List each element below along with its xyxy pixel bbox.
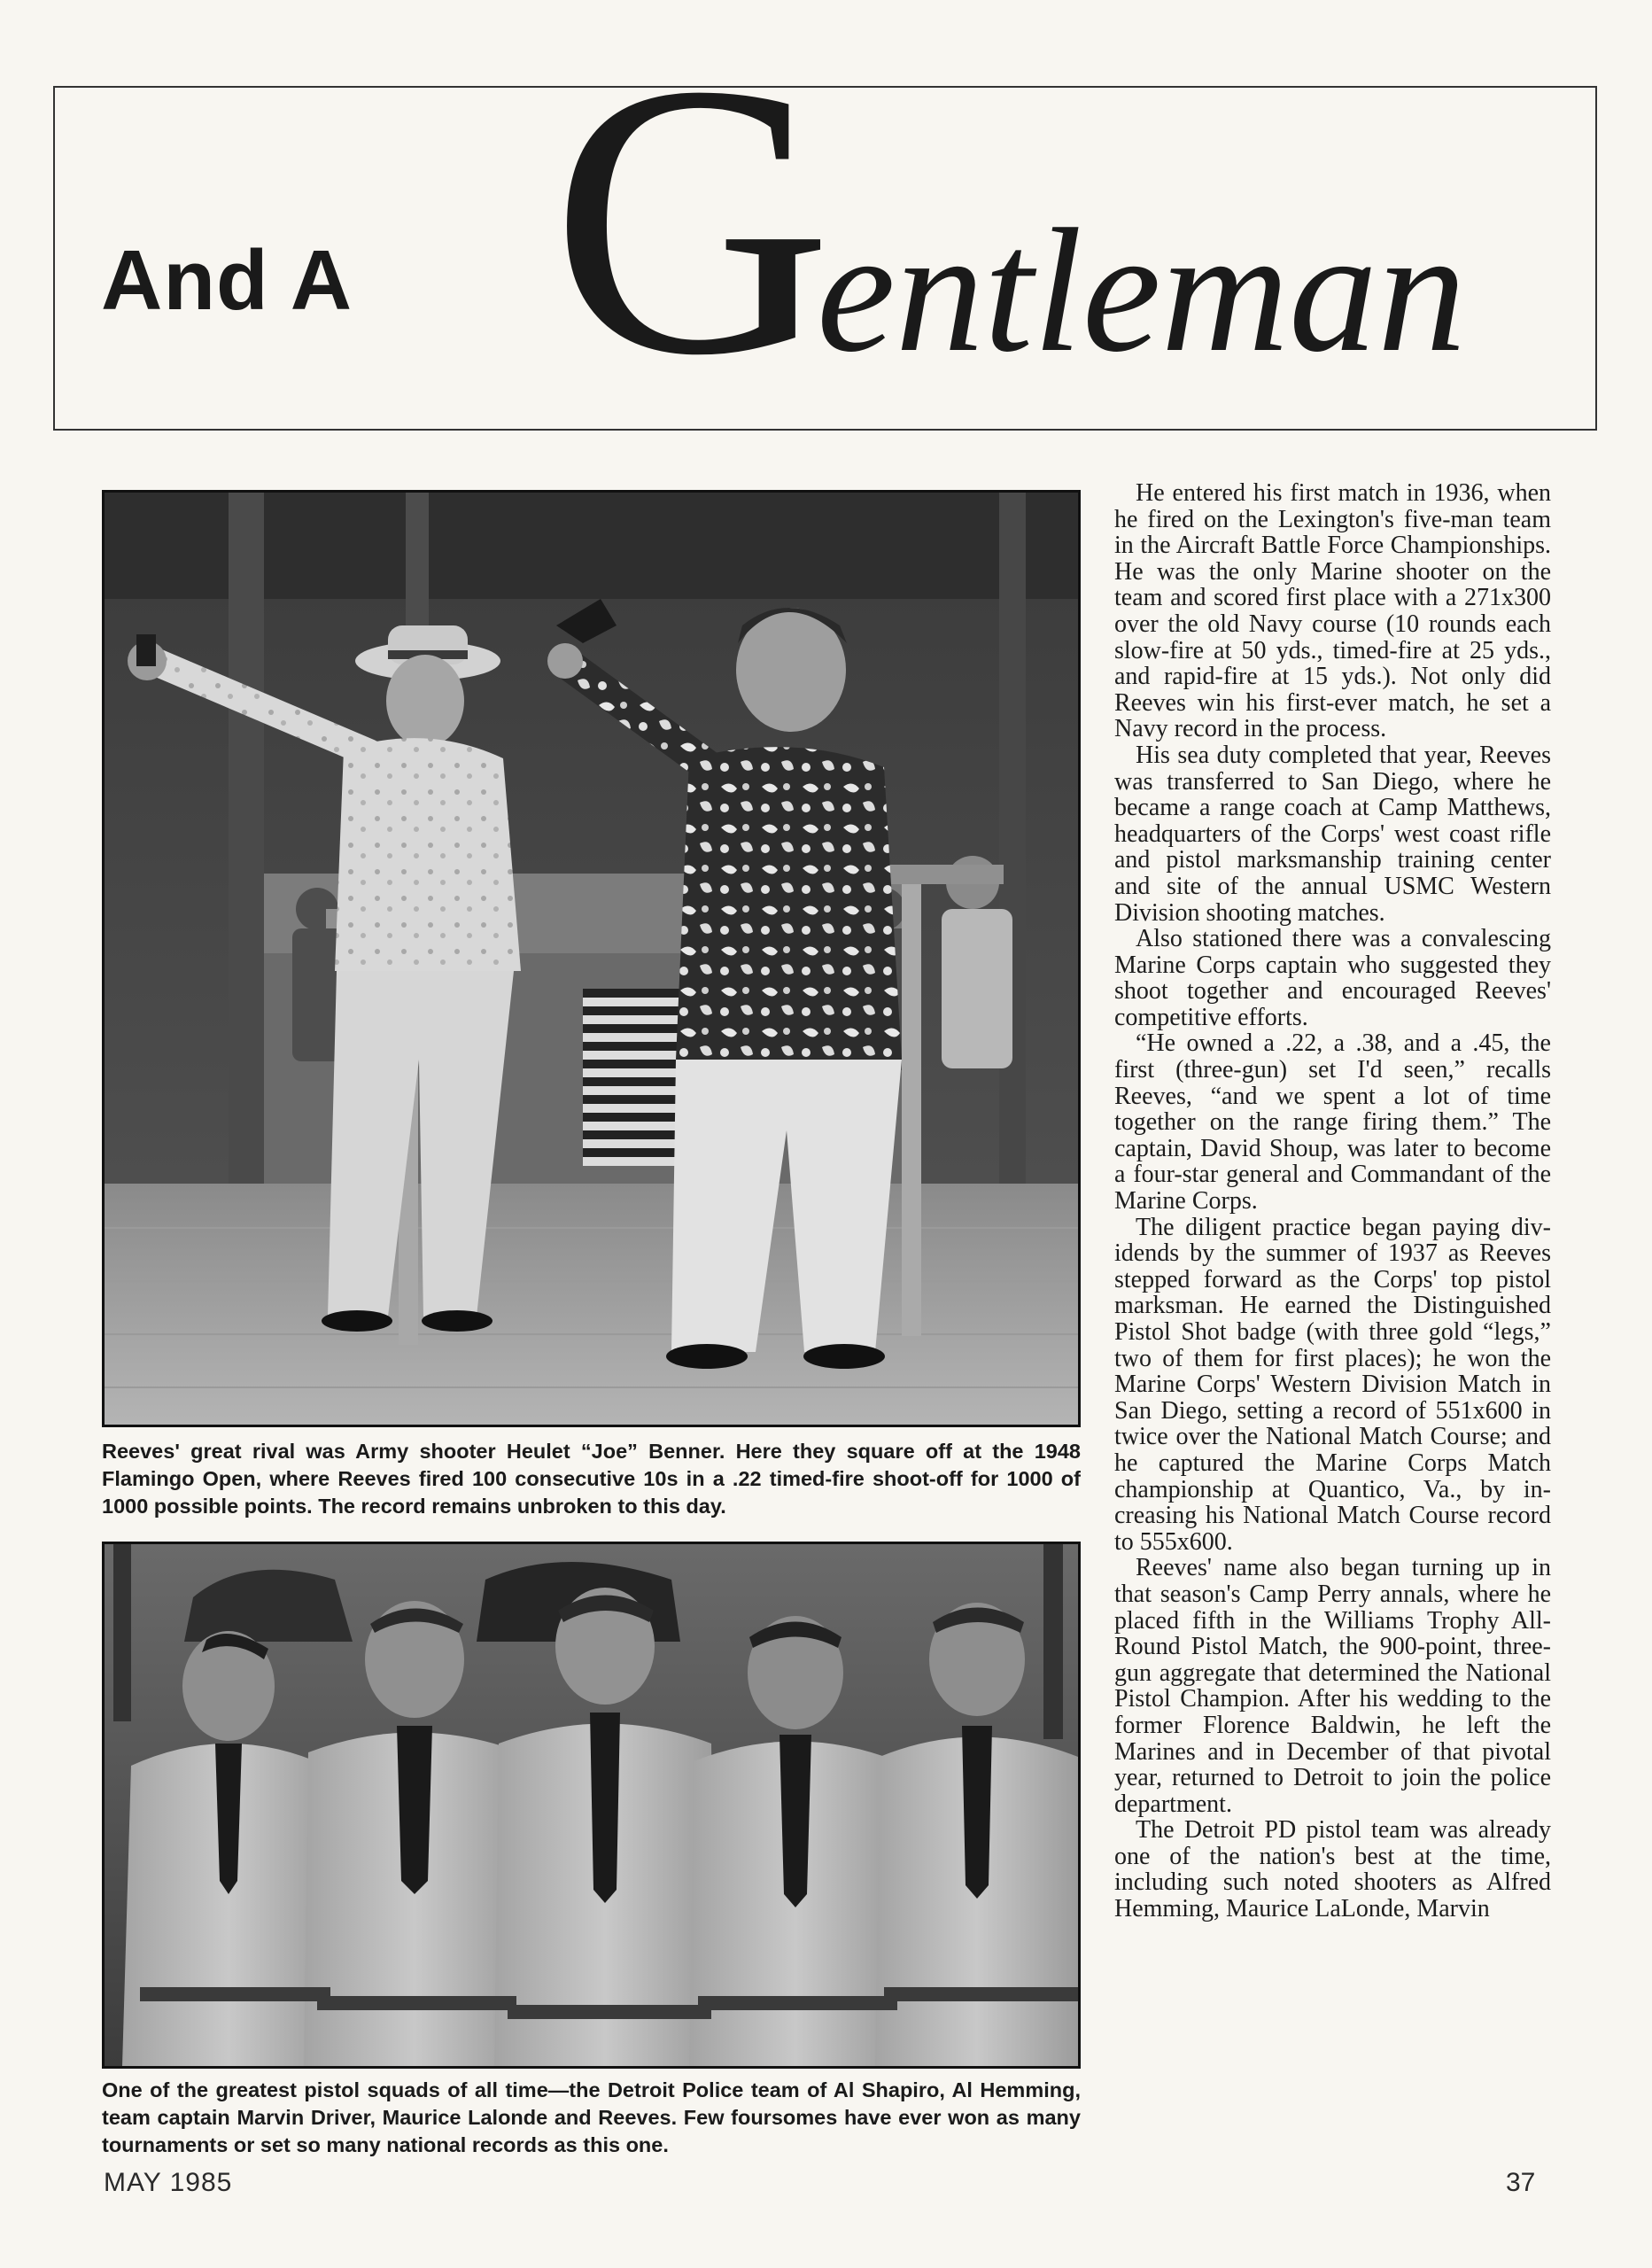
article-paragraph: His sea duty completed that year, Reeves was transferred to San Diego, where he became a range coach at Camp Matthews, headquarters of the Corps' west coast rifle and pistol marksmanship training center and site of the annual USMC Western Division shooting matches. <box>1114 741 1551 927</box>
article-paragraph: Also stationed there was a convalescing Marine Corps captain who suggested they shoot together and encouraged Reeves' competitive efforts. <box>1114 925 1551 1031</box>
article-paragraph: He entered his first match in 1936, when he fired on the Lexington's five-man team in the Aircraft Battle Force Championships. He was the only Marine shooter on the team and scored first place with a 271x300 over the old Navy course (10 rounds each slow-fire at 50 yds., timed-fire at 25 yds., and rapid-fire at 15 yds.). Not only did Reeves win his first-ever match, he set a Navy record in the process. <box>1114 479 1551 743</box>
title-prefix: And A <box>101 233 353 328</box>
photo-shooters-flamingo-open <box>102 490 1081 1427</box>
article-paragraph: “He owned a .22, a .38, and a .45, the first (three-gun) set I'd seen,” recalls Reeves, “and we spent a lot of time together on the range firing them.” The captain, David Shoup, was later to become a four-star general and Commandant of the Marine Corps. <box>1114 1029 1551 1216</box>
article-column <box>1114 480 1551 1922</box>
photo-detroit-police-team <box>102 1542 1081 2069</box>
title-rest: entleman <box>817 193 1467 389</box>
title-banner <box>53 4 1597 436</box>
article-paragraph: The diligent practice began paying dividends by the summer of 1937 as Reeves stepped forward as the Corps' top pistol marksman. He earned the Distinguished Pistol Shot badge (with three gold “legs,” two of them for first places); he won the Marine Corps' Western Division Match in San Diego, setting a record of 551x600 in twice over the National Match Course; and he captured the Marine Corps Match championship at Quantico, Va., by increasing his National Match Course record to 555x600. <box>1114 1213 1551 1556</box>
issue-date: MAY 1985 <box>104 2168 233 2197</box>
caption-bottom-photo: One of the greatest pistol squads of all time—the Detroit Police team of Al Shapiro, Al Hemming, team captain Marvin Driver, Maurice Lalonde and Reeves. Few foursomes have ever won as many tournaments or set so many national records as this one. <box>102 2078 1081 2156</box>
article-paragraph: The Detroit PD pistol team was already one of the nation's best at the time, including such noted shooters as Alfred Hemming, Maurice LaLonde, Marvin <box>1114 1816 1551 1923</box>
title-initial: G <box>551 4 833 436</box>
caption-top-photo: Reeves' great rival was Army shooter Heulet “Joe” Benner. Here they square off at the 1948 Flamingo Open, where Reeves fired 100 consecutive 10s in a .22 timed-fire shoot-off for 1000 of 1000 possible points. The record remains unbroken to this day. <box>102 1440 1081 1518</box>
page-number: 37 <box>1506 2168 1536 2197</box>
article-paragraph: Reeves' name also began turning up in that season's Camp Perry annals, where he placed fifth in the Williams Trophy All-Round Pistol Match, the 900-point, three-gun aggregate that determined the National Pistol Champion. After his wedding to the former Florence Baldwin, he left the Marines and in December of that pivotal year, returned to Detroit to join the police department. <box>1114 1554 1551 1818</box>
